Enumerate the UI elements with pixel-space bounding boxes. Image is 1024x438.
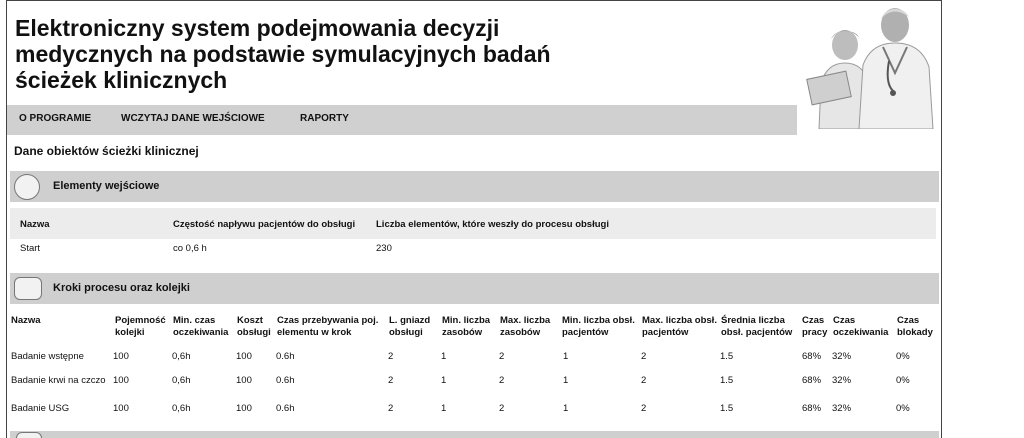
app-frame (6, 0, 942, 438)
table-cell: 100 (236, 351, 252, 362)
table-cell: 2 (388, 403, 394, 414)
main-nav (7, 105, 797, 135)
column-header: Nazwa (11, 315, 41, 326)
table-cell: 2 (499, 351, 505, 362)
table-cell: 1 (441, 375, 447, 386)
table-cell: 100 (236, 375, 252, 386)
table-cell: Badanie wstępne (11, 351, 84, 362)
column-header: Czas oczekiwania (833, 315, 889, 338)
table-cell: 1 (441, 403, 447, 414)
table-cell: 2 (641, 403, 647, 414)
table-cell: 1 (563, 351, 569, 362)
column-header: Czas pracy (802, 315, 828, 338)
table-cell: 0% (896, 375, 910, 386)
column-header: Min. liczba zasobów (442, 315, 491, 338)
table-cell: 68% (802, 403, 822, 414)
table-cell: 0.6h (276, 403, 295, 414)
table-cell: 0.6h (276, 375, 295, 386)
table-cell: Start (20, 243, 41, 254)
column-header: Max. liczba zasobów (500, 315, 551, 338)
table-cell: 0,6h (172, 375, 191, 386)
table-cell: 230 (376, 243, 392, 254)
nav-item-load-data[interactable]: WCZYTAJ DANE WEJŚCIOWE (121, 113, 265, 124)
table-cell: 0,6h (172, 351, 191, 362)
column-header: Średnia liczba obsł. pacjentów (721, 315, 793, 338)
table-cell: 0% (896, 403, 910, 414)
table-cell: 0% (896, 351, 910, 362)
table-cell: Badanie krwi na czczo (11, 375, 106, 386)
column-header: Czas blokady (897, 315, 933, 338)
column-header: Pojemność kolejki (115, 315, 166, 338)
table-cell: 32% (832, 375, 852, 386)
table-cell: 2 (499, 403, 505, 414)
column-header: Min. liczba obsł. pacjentów (562, 315, 635, 338)
column-header: Nazwa (20, 219, 50, 230)
table-cell: 2 (641, 351, 647, 362)
column-header: Liczba elementów, które weszły do procesu obsługi (376, 219, 609, 230)
doctors-hero-image (797, 3, 939, 129)
table-cell: 2 (641, 375, 647, 386)
process-panel-title: Kroki procesu oraz kolejki (53, 282, 190, 294)
table-cell: 0,6h (172, 403, 191, 414)
table-cell: co 0,6 h (173, 243, 207, 254)
table-cell: 1.5 (720, 403, 734, 414)
inputs-table-header (10, 208, 936, 239)
table-cell: 1.5 (720, 351, 734, 362)
inputs-panel-title: Elementy wejściowe (53, 180, 160, 192)
table-cell: 32% (832, 403, 852, 414)
collapse-toggle-icon[interactable] (14, 174, 40, 200)
column-header: Częstość napływu pacjentów do obsługi (173, 219, 356, 230)
table-cell: 32% (832, 351, 852, 362)
table-cell: 100 (113, 403, 129, 414)
table-cell: 100 (236, 403, 252, 414)
table-cell: 1 (441, 351, 447, 362)
table-cell: 2 (388, 351, 394, 362)
collapse-toggle-icon[interactable] (14, 277, 42, 300)
column-header: Czas przebywania poj. elementu w krok (277, 315, 379, 338)
column-header: Min. czas oczekiwania (173, 315, 229, 338)
process-panel-header[interactable] (10, 273, 939, 304)
inputs-panel-header[interactable] (10, 171, 939, 202)
nav-item-about[interactable]: O PROGRAMIE (19, 113, 92, 124)
table-cell: 1.5 (720, 375, 734, 386)
table-cell: 68% (802, 375, 822, 386)
column-header: Koszt obsługi (237, 315, 271, 338)
table-cell: 0.6h (276, 351, 295, 362)
table-cell: 68% (802, 351, 822, 362)
section-title: Dane obiektów ścieżki klinicznej (14, 144, 199, 158)
column-header: Max. liczba obsł. pacjentów (642, 315, 717, 338)
table-cell: 1 (563, 403, 569, 414)
table-cell: 1 (563, 375, 569, 386)
table-cell: 2 (388, 375, 394, 386)
table-cell: Badanie USG (11, 403, 70, 414)
table-cell: 100 (113, 351, 129, 362)
nav-item-reports[interactable]: RAPORTY (300, 113, 349, 124)
table-cell: 2 (499, 375, 505, 386)
column-header: L. gniazd obsługi (389, 315, 431, 338)
table-cell: 100 (113, 375, 129, 386)
collapse-toggle-icon[interactable] (16, 432, 42, 438)
page-title: Elektroniczny system podejmowania decyzji medycznych na podstawie symulacyjnych badań ścieżek klinicznych (15, 15, 551, 93)
